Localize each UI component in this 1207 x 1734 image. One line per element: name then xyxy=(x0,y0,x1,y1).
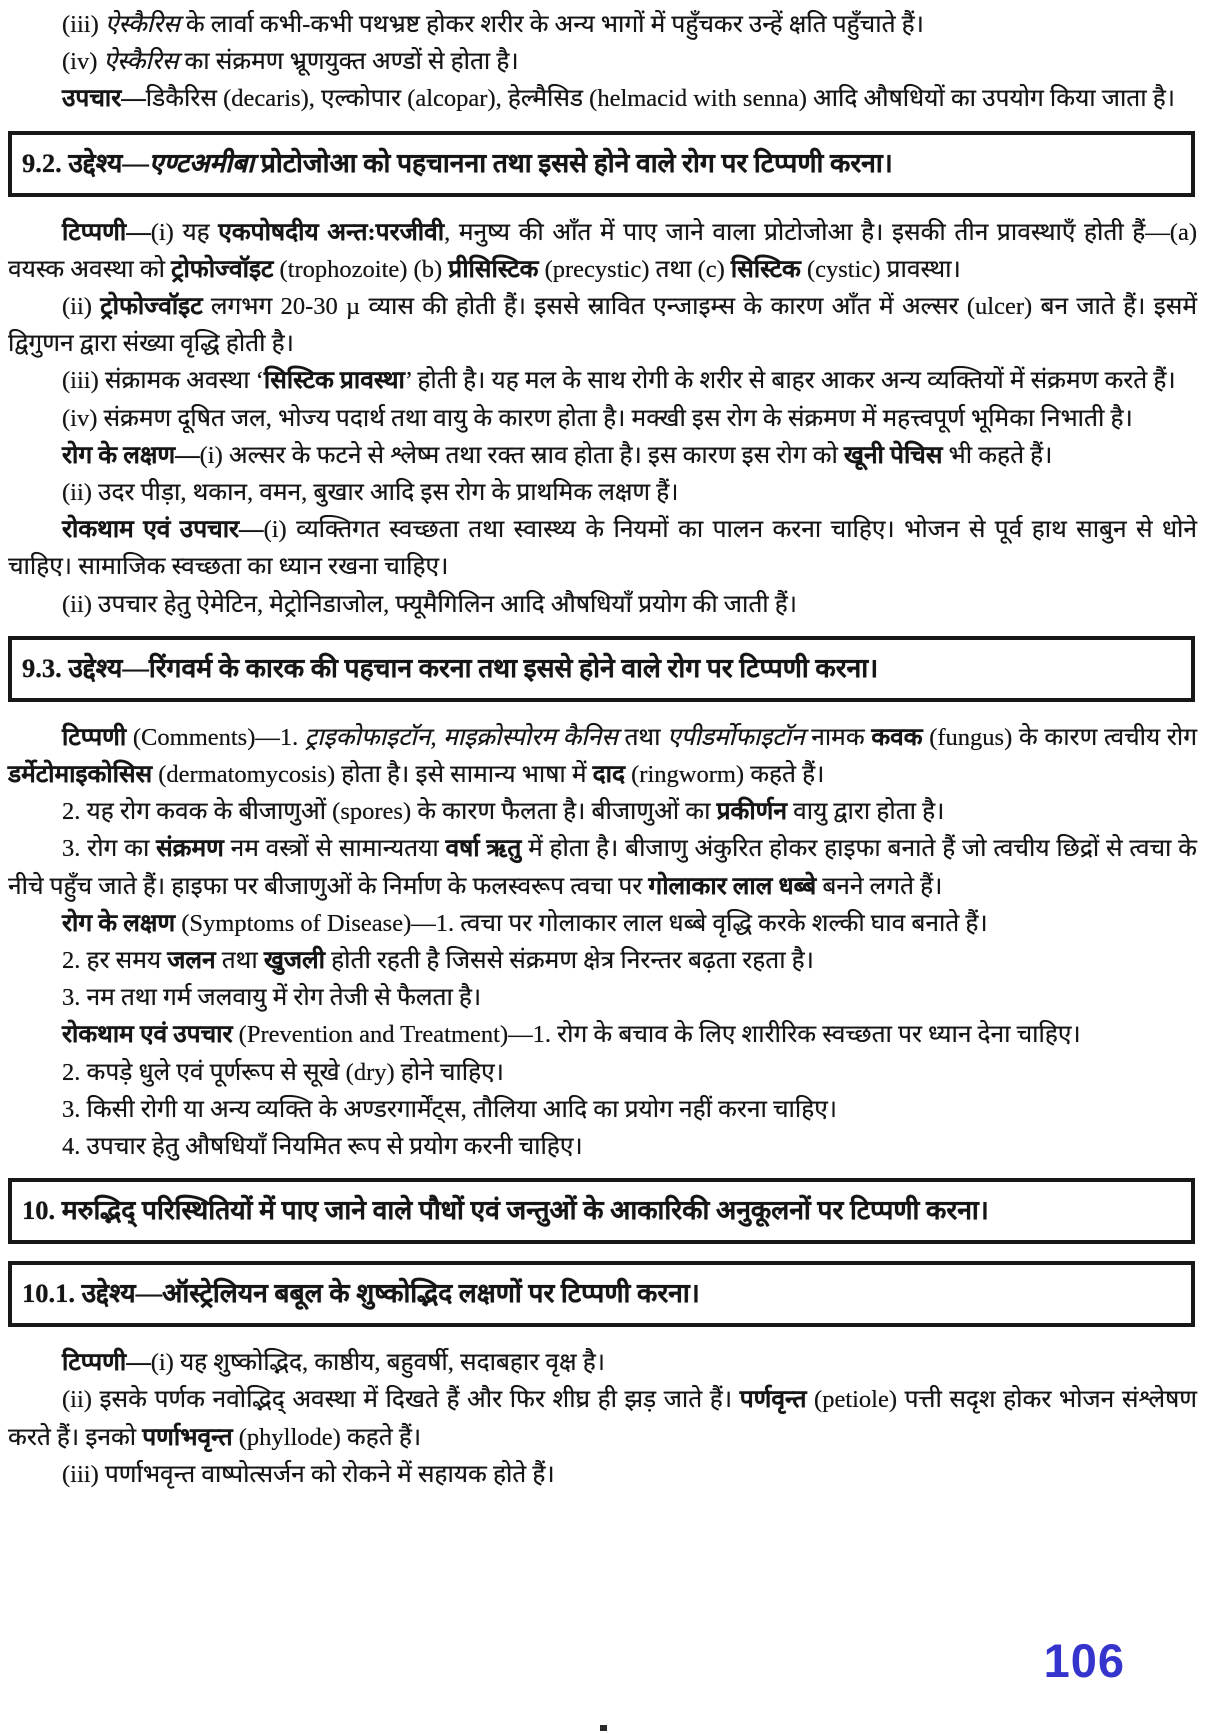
para-entamoeba-comment-iv xyxy=(8,400,1197,437)
para-ringworm-symptoms-1 xyxy=(8,905,1197,942)
para-entamoeba-symptoms-i xyxy=(8,437,1197,474)
text-segment: 10. मरुद्भिद् परिस्थितियों में पाए जाने वाले पौधों एवं जन्तुओं के आकारिकी अनुकूलनों पर टिप्पणी करना। xyxy=(22,1195,989,1226)
text-segment: रोग के लक्षण xyxy=(62,909,176,937)
text-segment: (i) यह शुष्कोद्भिद, काष्ठीय, बहुवर्षी, सदाबहार वृक्ष है। xyxy=(150,1349,606,1377)
objective-box-10-1-heading xyxy=(22,1276,1179,1310)
text-segment: नम वस्त्रों से सामान्यतया xyxy=(223,835,446,863)
text-segment: (i) यह xyxy=(150,218,219,246)
para-ringworm-symptoms-3 xyxy=(8,979,1197,1016)
text-segment: (iii) संक्रामक अवस्था ‘ xyxy=(62,367,264,395)
para-entamoeba-prevention-i xyxy=(8,511,1197,585)
text-segment: 2. यह रोग कवक के बीजाणुओं (spores) के कारण फैलता है। बीजाणुओं का xyxy=(62,798,717,826)
text-segment: का संक्रमण भ्रूणयुक्त अण्डों से होता है। xyxy=(178,48,519,76)
text-segment: सिस्टिक xyxy=(730,255,801,283)
text-segment: (i) व्यक्तिगत स्वच्छता तथा स्वास्थ्य के नियमों का पालन करना चाहिए। भोजन से पूर्व हाथ साबुन से धोने चाहिए। सामाजिक स्वच्छता का ध्यान रखना चाहिए। xyxy=(8,516,1197,581)
text-segment: (Prevention and Treatment)—1. रोग के बचाव के लिए शारीरिक स्वच्छता पर ध्यान देना चाहिए। xyxy=(232,1021,1081,1049)
text-segment: (ii) उदर पीड़ा, थकान, वमन, बुखार आदि इस रोग के प्राथमिक लक्षण हैं। xyxy=(62,479,679,507)
objective-box-9-2 xyxy=(8,131,1195,197)
para-ringworm-comment-1 xyxy=(8,719,1197,793)
text-segment: गोलाकार लाल धब्बे xyxy=(648,872,817,900)
text-segment: होती रहती है जिससे संक्रमण क्षेत्र निरन्तर बढ़ता रहता है। xyxy=(325,947,814,975)
text-segment: संक्रमण xyxy=(156,835,224,863)
text-segment: रोकथाम एवं उपचार xyxy=(62,1021,233,1049)
text-segment: 3. किसी रोगी या अन्य व्यक्ति के अण्डरगार्मेंट्स, तौलिया आदि का प्रयोग नहीं करना चाहिए। xyxy=(62,1095,838,1123)
text-segment: लगभग 20-30 µ व्यास की होती हैं। इससे स्रावित एन्जाइम्स के कारण आँत में अल्सर (ulcer) बन जाते हैं। इसमें द्विगुणन द्वारा संख्या वृद्धि होती है। xyxy=(8,293,1198,358)
text-segment: (precystic) तथा (c) xyxy=(538,255,731,283)
para-acacia-comment-ii xyxy=(8,1381,1197,1455)
text-segment: (cystic) प्रावस्था। xyxy=(800,255,961,283)
text-segment: रोकथाम एवं उपचार— xyxy=(62,516,264,544)
text-segment: दाद xyxy=(592,761,625,789)
text-segment: उपचार— xyxy=(62,85,146,113)
text-segment: खुजली xyxy=(263,947,325,975)
para-ringworm-comment-3 xyxy=(8,830,1197,904)
text-segment: (ii) इसके पर्णक नवोद्भिद् अवस्था में दिखते हैं और फिर शीघ्र ही झड़ जाते हैं। xyxy=(62,1386,740,1414)
objective-box-9-3-heading xyxy=(22,651,1179,685)
text-segment: 3. नम तथा गर्म जलवायु में रोग तेजी से फैलता है। xyxy=(62,984,482,1012)
text-segment: डिकैरिस (decaris), एल्कोपार (alcopar), हेल्मैसिड (helmacid with senna) आदि औषधियों का उपयोग किया जाता है। xyxy=(145,85,1176,113)
objective-box-9-2-heading xyxy=(22,146,1179,180)
text-segment: ऐस्कैरिस xyxy=(103,48,179,76)
exercise-box-10-heading xyxy=(22,1193,1179,1227)
text-segment: ट्रोफोज्वॉइट xyxy=(100,293,203,321)
text-segment: (dermatomycosis) होता है। इसे सामान्य भाषा में xyxy=(152,761,593,789)
text-segment: वर्षा ऋतु xyxy=(445,835,522,863)
text-segment: 2. हर समय xyxy=(62,947,168,975)
para-entamoeba-symptoms-ii xyxy=(8,474,1197,511)
objective-box-9-3 xyxy=(8,636,1195,702)
scan-artifact-dot xyxy=(600,1725,607,1731)
para-entamoeba-comment-ii xyxy=(8,288,1197,362)
para-ringworm-prevention-2 xyxy=(8,1054,1197,1091)
text-segment: 10.1. उद्देश्य—ऑस्ट्रेलियन बबूल के शुष्कोद्भिद लक्षणों पर टिप्पणी करना। xyxy=(22,1278,700,1309)
text-segment: टिप्पणी— xyxy=(62,218,151,246)
para-ascaris-point-iii xyxy=(8,6,1197,43)
page-number: 106 xyxy=(1043,1634,1125,1687)
para-ascaris-treatment xyxy=(8,80,1197,117)
text-segment: डर्मेटोमाइकोसिस xyxy=(8,761,153,789)
text-segment: सिस्टिक प्रावस्था xyxy=(263,367,405,395)
text-segment: (Symptoms of Disease)—1. त्वचा पर गोलाकार लाल धब्बे वृद्धि करके शल्की घाव बनाते हैं। xyxy=(175,909,988,937)
para-ringworm-symptoms-2 xyxy=(8,942,1197,979)
text-segment: 2. कपड़े धुले एवं पूर्णरूप से सूखे (dry) होने चाहिए। xyxy=(62,1058,504,1086)
text-segment: प्रोटोजोआ को पहचानना तथा इससे होने वाले रोग पर टिप्पणी करना। xyxy=(254,147,893,178)
text-segment: नामक xyxy=(804,723,872,751)
text-segment: तथा xyxy=(617,723,668,751)
text-segment: (ii) xyxy=(62,293,101,321)
text-segment: बनने लगते हैं। xyxy=(816,872,943,900)
text-segment: के लार्वा कभी-कभी पथभ्रष्ट होकर शरीर के अन्य भागों में पहुँचकर उन्हें क्षति पहुँचाते हैं। xyxy=(179,11,924,38)
para-entamoeba-prevention-ii xyxy=(8,586,1197,623)
text-segment: (iii) पर्णाभवृन्त वाष्पोत्सर्जन को रोकने में सहायक होते हैं। xyxy=(62,1460,555,1488)
text-segment: (trophozoite) (b) xyxy=(273,255,449,283)
para-ringworm-prevention-3 xyxy=(8,1091,1197,1128)
text-segment: प्रीसिस्टिक xyxy=(448,255,539,283)
para-acacia-comment-i xyxy=(8,1344,1197,1381)
text-segment: (phyllode) कहते हैं। xyxy=(232,1423,422,1451)
text-segment: एकपोषदीय अन्त:परजीवी xyxy=(218,218,445,246)
para-acacia-comment-iii xyxy=(8,1456,1197,1493)
text-segment: 9.2. उद्देश्य— xyxy=(22,147,149,178)
text-segment: पर्णवृन्त xyxy=(739,1386,807,1414)
text-segment: प्रकीर्णन xyxy=(716,798,787,826)
para-ringworm-comment-2 xyxy=(8,793,1197,830)
text-segment: (fungus) के कारण त्वचीय रोग xyxy=(922,723,1197,751)
para-ringworm-prevention-4 xyxy=(8,1128,1197,1165)
text-segment: टिप्पणी— xyxy=(62,1349,151,1377)
text-segment: (ringworm) कहते हैं। xyxy=(625,761,825,789)
text-segment: जलन xyxy=(167,947,216,975)
objective-box-10-1 xyxy=(8,1261,1195,1327)
text-segment: (Comments)—1. xyxy=(126,723,305,751)
text-segment: भी कहते हैं। xyxy=(942,441,1053,469)
text-segment: में होता है। बीजाणु अंकुरित होकर हाइफा बनाते हैं जो त्वचीय छिद्रों से त्वचा के नीचे पहुँच जाते हैं। हाइफा पर बीजाणुओं के निर्माण के फलस्वरूप त्वचा पर xyxy=(8,835,1197,900)
text-segment: , मनुष्य की आँत में पाए जाने वाला प्रोटोजोआ है। इसकी तीन प्रावस्थाएँ होती हैं—(a) वयस्क अवस्था को xyxy=(8,218,1198,283)
text-segment: वायु द्वारा होता है। xyxy=(787,798,945,826)
para-entamoeba-comment-iii xyxy=(8,362,1197,399)
text-segment: (ii) उपचार हेतु ऐमेटिन, मेट्रोनिडाजोल, फ्यूमैगिलिन आदि औषधियाँ प्रयोग की जाती हैं। xyxy=(62,590,798,618)
text-segment: खूनी पेचिस xyxy=(843,441,943,469)
text-segment: 4. उपचार हेतु औषधियाँ नियमित रूप से प्रयोग करनी चाहिए। xyxy=(62,1133,583,1161)
text-segment: (iii) xyxy=(62,11,105,38)
para-ascaris-point-iv xyxy=(8,43,1197,80)
text-segment: 3. रोग का xyxy=(62,835,157,863)
text-segment: (iv) संक्रमण दूषित जल, भोज्य पदार्थ तथा वायु के कारण होता है। मक्खी इस रोग के संक्रमण में महत्त्वपूर्ण भूमिका निभाती है। xyxy=(62,404,1133,432)
para-ringworm-prevention-1 xyxy=(8,1016,1197,1053)
text-segment: (iv) xyxy=(62,48,104,76)
text-segment: रोग के लक्षण— xyxy=(62,441,200,469)
text-segment: ट्रोफोज्वॉइट xyxy=(171,255,274,283)
text-segment: एण्टअमीबा xyxy=(148,147,255,178)
text-segment: (petiole) पत्ती सदृश होकर भोजन संश्लेषण करते हैं। इनको xyxy=(8,1386,1197,1451)
text-segment: पर्णाभवृन्त xyxy=(142,1423,233,1451)
text-segment: (i) अल्सर के फटने से श्लेष्म तथा रक्त स्राव होता है। इस कारण इस रोग को xyxy=(199,441,844,469)
exercise-box-10 xyxy=(8,1178,1195,1244)
text-segment: टिप्पणी xyxy=(62,723,127,751)
text-segment: ऐस्कैरिस xyxy=(104,11,180,38)
text-segment: तथा xyxy=(215,947,264,975)
text-segment: ’ होती है। यह मल के साथ रोगी के शरीर से बाहर आकर अन्य व्यक्तियों में संक्रमण करते हैं। xyxy=(404,367,1176,395)
text-segment: कवक xyxy=(871,723,923,751)
text-segment: एपीडर्मोफाइटॉन xyxy=(667,723,805,751)
para-entamoeba-comment-i xyxy=(8,214,1197,288)
text-segment: ट्राइकोफाइटॉन, माइक्रोस्पोरम कैनिस xyxy=(304,723,618,751)
text-segment: 9.3. उद्देश्य—रिंगवर्म के कारक की पहचान करना तथा इससे होने वाले रोग पर टिप्पणी करना। xyxy=(22,652,879,683)
